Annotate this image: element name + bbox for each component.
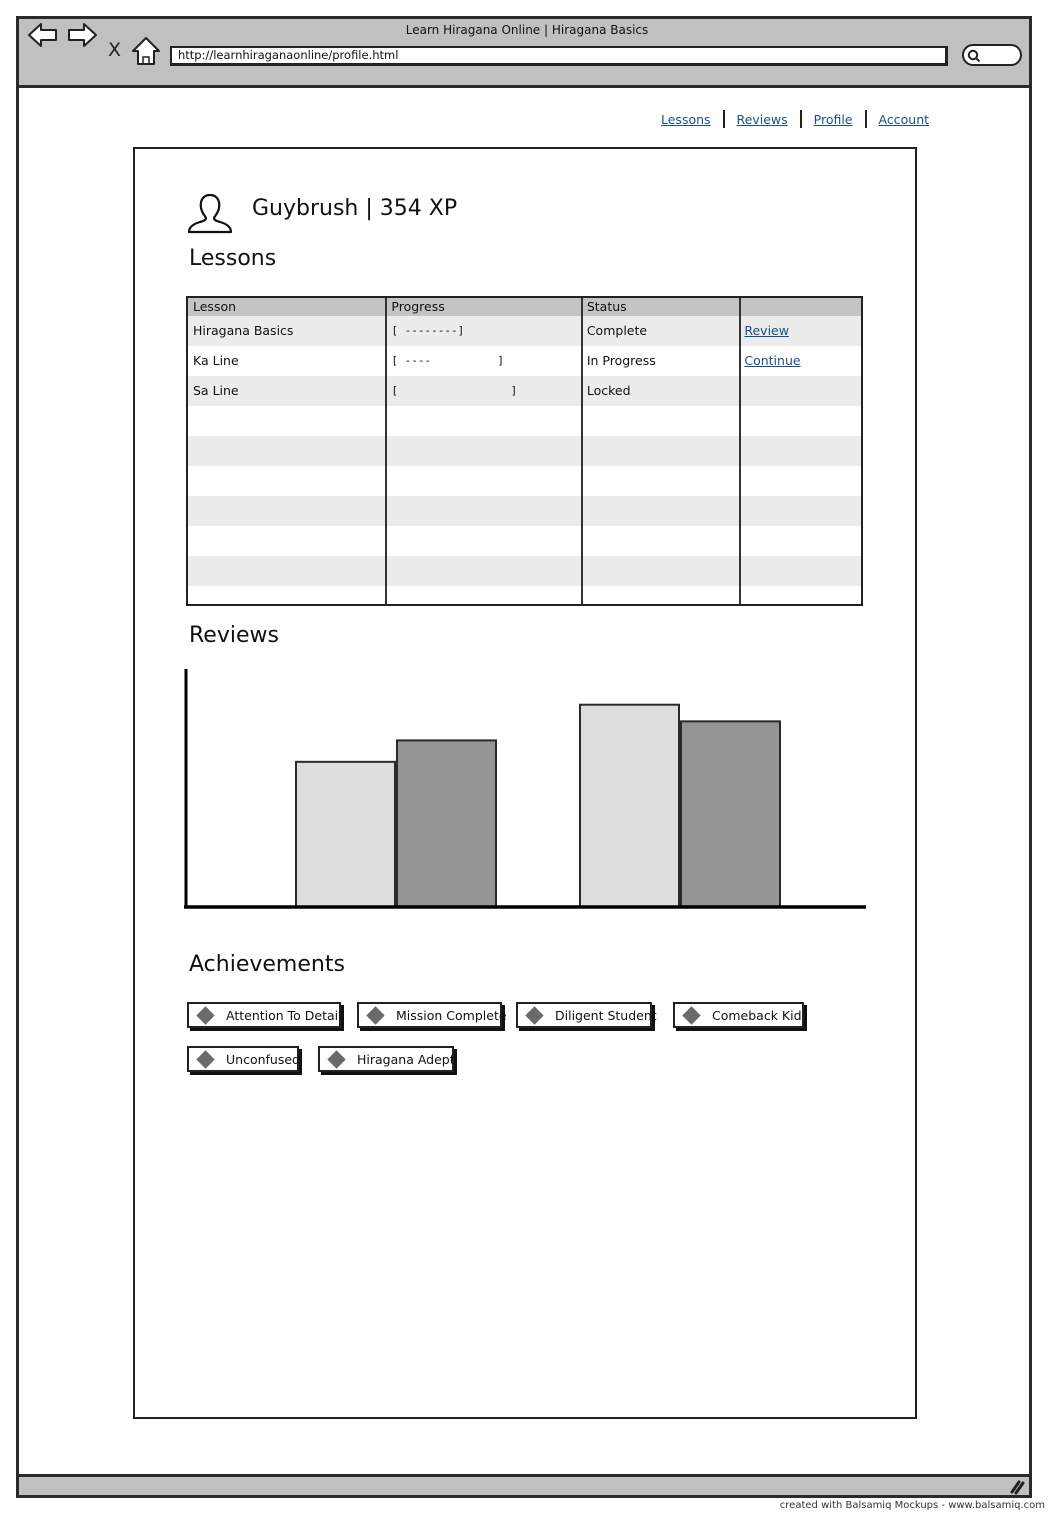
column-header-action[interactable] bbox=[739, 298, 861, 318]
achievement-badge[interactable] bbox=[187, 1046, 299, 1072]
lesson-name: Ka Line bbox=[193, 353, 239, 368]
lesson-progress: [ ] bbox=[391, 384, 518, 397]
diamond-icon bbox=[327, 1050, 345, 1068]
diamond-icon bbox=[525, 1006, 543, 1024]
achievement-label: Attention To Detail bbox=[226, 1007, 342, 1023]
achievement-label: Mission Complete bbox=[396, 1007, 507, 1023]
bar-1-1 bbox=[296, 762, 395, 907]
heading-separator: | bbox=[365, 196, 373, 221]
review-link[interactable]: Review bbox=[744, 323, 789, 338]
bars-group bbox=[296, 705, 780, 907]
diamond-icon bbox=[682, 1006, 700, 1024]
lesson-action bbox=[739, 376, 861, 406]
nav-link-account[interactable]: Account bbox=[878, 111, 930, 127]
column-divider bbox=[739, 298, 741, 604]
lessons-table bbox=[186, 296, 863, 606]
nav-separator bbox=[800, 110, 802, 128]
bar-2-2 bbox=[681, 721, 780, 907]
empty-table-row bbox=[188, 466, 861, 496]
column-header-progress[interactable]: Progress bbox=[391, 299, 445, 314]
diamond-icon bbox=[196, 1050, 214, 1068]
user-avatar-icon bbox=[186, 192, 234, 234]
empty-table-row bbox=[188, 406, 861, 436]
empty-table-row bbox=[188, 586, 861, 606]
column-header-status[interactable]: Status bbox=[586, 299, 627, 314]
empty-table-row bbox=[188, 526, 861, 556]
achievement-label: Hiragana Adept bbox=[357, 1051, 455, 1067]
lessons-section-title: Lessons bbox=[189, 246, 277, 271]
xp-value: 354 XP bbox=[379, 196, 458, 221]
search-icon bbox=[967, 49, 981, 63]
user-heading bbox=[252, 196, 457, 221]
forward-arrow-icon[interactable] bbox=[66, 20, 98, 50]
achievement-badge[interactable] bbox=[357, 1002, 507, 1028]
column-divider bbox=[385, 298, 387, 604]
continue-link[interactable]: Continue bbox=[744, 353, 801, 368]
achievements-section-title: Achievements bbox=[189, 952, 345, 977]
achievement-badge[interactable] bbox=[187, 1002, 341, 1028]
table-header-row bbox=[188, 298, 861, 318]
diamond-icon bbox=[366, 1006, 384, 1024]
stop-icon[interactable]: X bbox=[108, 39, 122, 61]
browser-status-bar bbox=[16, 1474, 1032, 1498]
nav-link-lessons[interactable]: Lessons bbox=[661, 111, 711, 127]
lesson-status: Locked bbox=[586, 383, 631, 398]
lesson-status: In Progress bbox=[586, 353, 656, 368]
resize-grip-icon[interactable] bbox=[1009, 1479, 1025, 1495]
column-header-lesson[interactable]: Lesson bbox=[193, 299, 237, 314]
back-arrow-icon[interactable] bbox=[27, 20, 59, 50]
achievement-badge[interactable] bbox=[516, 1002, 657, 1028]
achievement-badge[interactable] bbox=[673, 1002, 804, 1028]
top-navigation bbox=[655, 108, 935, 130]
username: Guybrush bbox=[252, 196, 359, 221]
table-row[interactable] bbox=[188, 376, 861, 406]
column-divider bbox=[581, 298, 583, 604]
lesson-name: Hiragana Basics bbox=[193, 323, 294, 338]
achievement-label: Comeback Kid bbox=[712, 1007, 802, 1023]
nav-link-profile[interactable]: Profile bbox=[813, 111, 853, 127]
empty-table-row bbox=[188, 496, 861, 526]
lesson-progress: [ --------] bbox=[391, 324, 465, 337]
address-bar[interactable]: http://learnhiraganaonline/profile.html bbox=[170, 46, 948, 66]
nav-separator bbox=[865, 110, 867, 128]
reviews-bar-chart bbox=[180, 660, 880, 920]
empty-table-row bbox=[188, 556, 861, 586]
achievement-label: Unconfused bbox=[226, 1051, 300, 1067]
achievement-label: Diligent Student bbox=[555, 1007, 657, 1023]
reviews-section-title: Reviews bbox=[189, 623, 279, 648]
empty-table-row bbox=[188, 436, 861, 466]
lesson-status: Complete bbox=[586, 323, 648, 338]
achievement-badge[interactable] bbox=[318, 1046, 454, 1072]
bar-1-2 bbox=[397, 740, 496, 907]
lesson-name: Sa Line bbox=[193, 383, 239, 398]
home-icon[interactable] bbox=[130, 36, 162, 66]
window-title: Learn Hiragana Online | Hiragana Basics bbox=[405, 23, 649, 37]
nav-link-reviews[interactable]: Reviews bbox=[736, 111, 788, 127]
table-row[interactable] bbox=[188, 316, 861, 346]
footer-credit: created with Balsamiq Mockups - www.balsamiq.com bbox=[779, 1500, 1045, 1511]
lesson-progress: [ ---- ] bbox=[391, 354, 504, 367]
browser-search-field[interactable] bbox=[962, 44, 1022, 66]
nav-separator bbox=[723, 110, 725, 128]
diamond-icon bbox=[196, 1006, 214, 1024]
bar-2-1 bbox=[580, 705, 679, 907]
table-row[interactable] bbox=[188, 346, 861, 376]
